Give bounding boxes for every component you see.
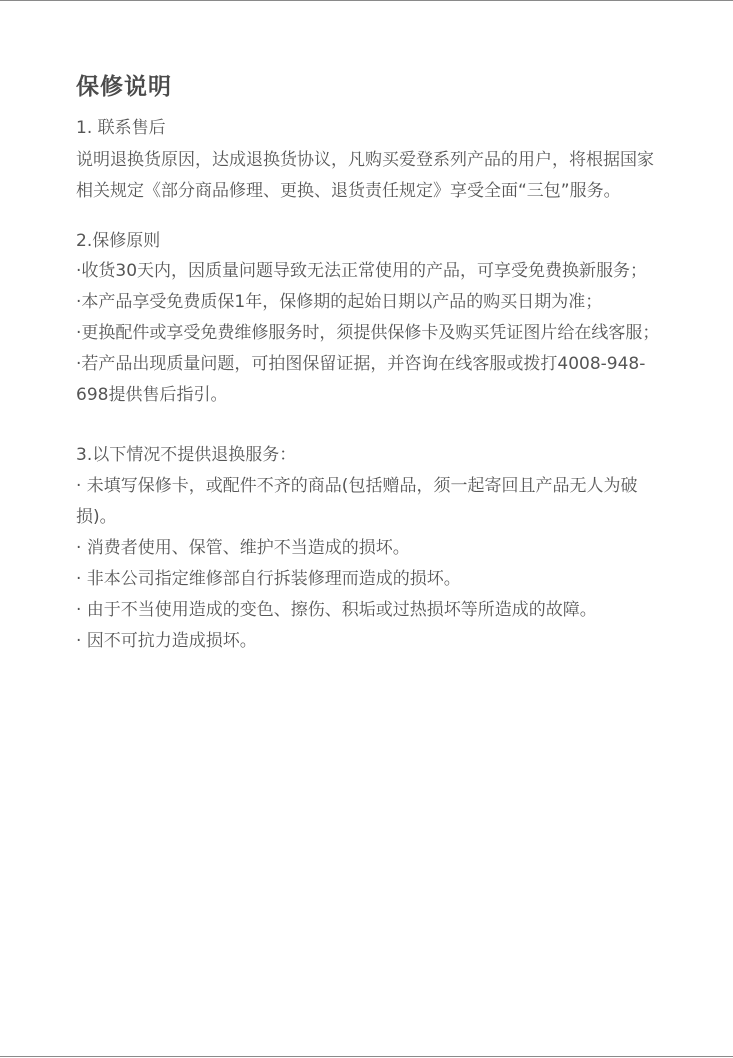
- section-heading: 2.保修原则: [76, 231, 161, 251]
- section-warranty-principles: [76, 227, 666, 411]
- section-heading: 1. 联系售后: [76, 118, 166, 138]
- list-item: ·收货30天内，因质量问题导致无法正常使用的产品，可享受免费换新服务；: [76, 261, 648, 281]
- list-item: ·更换配件或享受免费维修服务时，须提供保修卡及购买凭证图片给在线客服；: [76, 323, 660, 343]
- warranty-document: [76, 70, 666, 657]
- list-item: · 由于不当使用造成的变色、擦伤、积垢或过热损坏等所造成的故障。: [76, 600, 597, 620]
- list-item: · 非本公司指定维修部自行拆装修理而造成的损坏。: [76, 569, 461, 589]
- list-item: ·若产品出现质量问题，可拍图保留证据，并咨询在线客服或拨打4008-948-698提供售后指引。: [76, 354, 646, 405]
- list-item: · 因不可抗力造成损坏。: [76, 631, 257, 651]
- top-divider: [0, 0, 733, 1]
- section-no-return-cases: [76, 441, 666, 657]
- section-heading: 3.以下情况不提供退换服务：: [76, 445, 297, 465]
- list-item: · 消费者使用、保管、维护不当造成的损坏。: [76, 538, 410, 558]
- paragraph: 说明退换货原因，达成退换货协议，凡购买爱登系列产品的用户，将根据国家相关规定《部分商品修理、更换、退货责任规定》享受全面“三包”服务。: [76, 150, 654, 201]
- list-item: ·本产品享受免费质保1年，保修期的起始日期以产品的购买日期为准；: [76, 292, 603, 312]
- section-contact-after-sales: [76, 114, 666, 207]
- page-title: 保修说明: [76, 74, 172, 100]
- bottom-divider: [0, 1056, 733, 1057]
- list-item: · 未填写保修卡，或配件不齐的商品(包括赠品，须一起寄回且产品无人为破损)。: [76, 476, 638, 527]
